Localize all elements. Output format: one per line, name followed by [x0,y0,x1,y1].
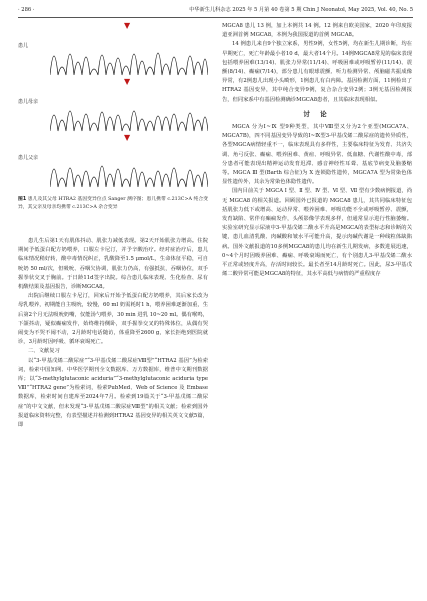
chromatogram-father [50,141,208,189]
trace-label-mother: 患儿母亲 [18,99,39,105]
variant-arrow-icon: ▼ [124,133,131,142]
left-column [18,22,208,430]
literature-paragraph: MGCA8 患儿 13 例，加上本例共 14 例。12 例来自欧美国家，2020 年印度报道亚洲首例 MGCA8，本例为我国报道的首例 MGCA8。 [222,23,412,39]
subsection-title: 二、文献复习 [28,348,60,355]
figure-caption-text: 患儿及其父母 HTRA2 基因变异位点 Sanger 测序图；患儿携带 c.213C>A 纯合变异，其父亲及母亲均携带 c.213C>A 杂合变异 [18,197,208,210]
trace-label-father: 患儿父亲 [18,155,39,161]
literature-paragraph: 以“3-甲基戊烯二酸尿症”“3-甲基戊烯二酸尿症Ⅷ型”“HTRA2 基因”为检索词，检索中国知网、中华医学期刊全文数据库、万方数据库，维普中文期刊数据库；以“3-methylglutaconic aciduria”“3-methylglutaconic aciduria type Ⅷ”“HTRA2 gene”为检索词，检索PubMed、Web of Science 及 Embase 数据库，检索时间自建库至2024年7月。检索到19篇关于“3-甲基戊烯二酸尿症”的中文文献，但未发现“3-甲基戊烯二酸尿症Ⅷ型”的相关文献；检索到国外报道临床资料完整，有表型描述并检测到HTRA2 基因变异的相关英文文献5篇，即 [18,357,208,429]
case-paragraph: 患儿生后第1天有肌体抖动、肌张力减低表现。第2天开始肌张力增高。住院期间予低蛋白配方奶喂养，口服左卡尼汀，并予辛酸治疗。经对症治疗后，患儿临床情况稍好转，酸中毒情况纠正，乳酸降至1.5 μmol/L，生命体征平稳，可自吮奶 50 ml/次，但吸吮、吞咽欠协调，肌张力仍高，有强抵抗，吞咽协位，双手握拳状交叉于胸前。于日龄11d签字出院。综合患儿临床表现、生化检查、尿有机酸结果及基因报告，诊断MGCA8。 [18,238,208,291]
chromatogram-mother [50,85,208,133]
case-paragraph: 出院后继续口服左卡尼汀，回家后开始予低蛋白配方奶喂养，其后家长改为母乳喂养，初期能自主吸吮，较慢，60 ml 奶需耗时1 h，喂养困难逐渐加重，生后第2个月无法吸吮奶嘴，仅能汤勺喂养，30 min 进乳 10~20 ml。偶有喉鸣，下颌抖动，疑似癫痫发作，始终维持侧卧，双手握拳交叉的特殊体位，从偶有哭闹变为不哭不闹不动，2月龄时电话随访，体重降至2600 g，家长拒绝到医院就诊，3月龄时因呼吸、循环衰竭死亡。 [18,293,208,346]
running-header [18,5,413,18]
literature-paragraph: 14 例患儿来自9个独立家系，男性9例，女性5例，均在新生儿期诊断，均在早期死亡，死亡年龄最小者10 d，最大者14个月。14例MGCA8常见的临床表现包括喂养困难(13/14)、肌张力异常(11/14)、呼吸困难或呼吸暂停(11/14)、震颤(8/14)、癫痫(7/14)，部分患儿有眼球震颤、听力检测异常、颅脑磁共振成像异常，有2例患儿出现小头畸形，1例患儿有白内障。基因检测方面，11例检出了HTRA2 基因变异，其中纯合变异9例，复合杂合变异2例；3例无基因检测报告，但同家系中有基因检测确诊MGCA8患者，且其临床表现相似。 [222,41,412,103]
variant-arrow-icon: ▼ [124,77,131,86]
chromatogram-proband [50,29,208,77]
figure-caption [18,196,208,211]
section-heading-discussion: 讨 论 [303,109,331,118]
figure-number: 图1 [18,197,27,202]
variant-arrow-icon: ▼ [124,21,131,30]
discussion-paragraph: MGCA 分为Ⅰ~Ⅸ 型9种类型，其中Ⅷ型又分为2个亚型(MGCA7A、MGCA7B)，四不同基因变异导致的Ⅰ~Ⅸ型3-甲基戊烯二酸尿症的遗传异质性，各型MGCA病情轻重不一，临床表现具有多样性，主要临床特征为发育、共济失调、角弓反张、癫痫、喂养困难、黄疸、呼吸异常、低血糖、代谢性酸中毒，部分患者可能表现出精神运动发育迟滞、感音神经性耳聋、基底节病变及脑萎缩等。MGCA Ⅲ 型(Barth 综合征)为 X 连锁隐性遗传，MGCA7A 型为常染色体显性遗传外，其余为常染色体隐性遗传。 [222,124,412,186]
sequencing-figure [18,22,208,237]
page-number: · 286 · [18,7,35,13]
trace-label-proband: 患儿 [18,43,29,49]
discussion-paragraph: 国内目前关于 MGCA Ⅰ 型、Ⅱ 型、Ⅳ 型、Ⅵ 型、Ⅶ 型有少数病例报道，尚无 MGCA8 的相关报道。回顾国外已报道的 MGCA8 患儿，其共同临床特征包括肌张力低下或增高、运动异常、喂养困难、呼吸功能不全或呼吸暂停、震颤，发育缺陷、常伴有癫痫发作，头颅影像学表现多样，但通常显示进行性脑萎缩。实验室研究显示尿液中3-甲基戊烯二酸水平升高是MGCA的表型标志和诊断的关键，患儿血清乳酸、肉碱酸和皱水平可能升高，提示肉碱代谢是一种线粒体缺陷病。国外文献报道的10多例MGCA8的患儿均在新生儿期发病，多数进展迅速，0~4个月时因吸养困难、癫痫、呼吸衰竭而死亡，有个别患儿3-甲基戊烯二酸水平正常或轻度升高，存活时间较长。最长者至14月龄时死亡。因此，尿3-甲基戊烯二酸异常可能是MGCA8的特征，其水平高低与病情的严重程度存 [222,188,412,278]
right-column [222,22,412,279]
journal-citation: 中华新生儿科杂志 2025 年 5 月第 40 卷第 5 期 Chin J Neonatol, May 2025, Vol. 40, No. 5 [189,7,413,13]
